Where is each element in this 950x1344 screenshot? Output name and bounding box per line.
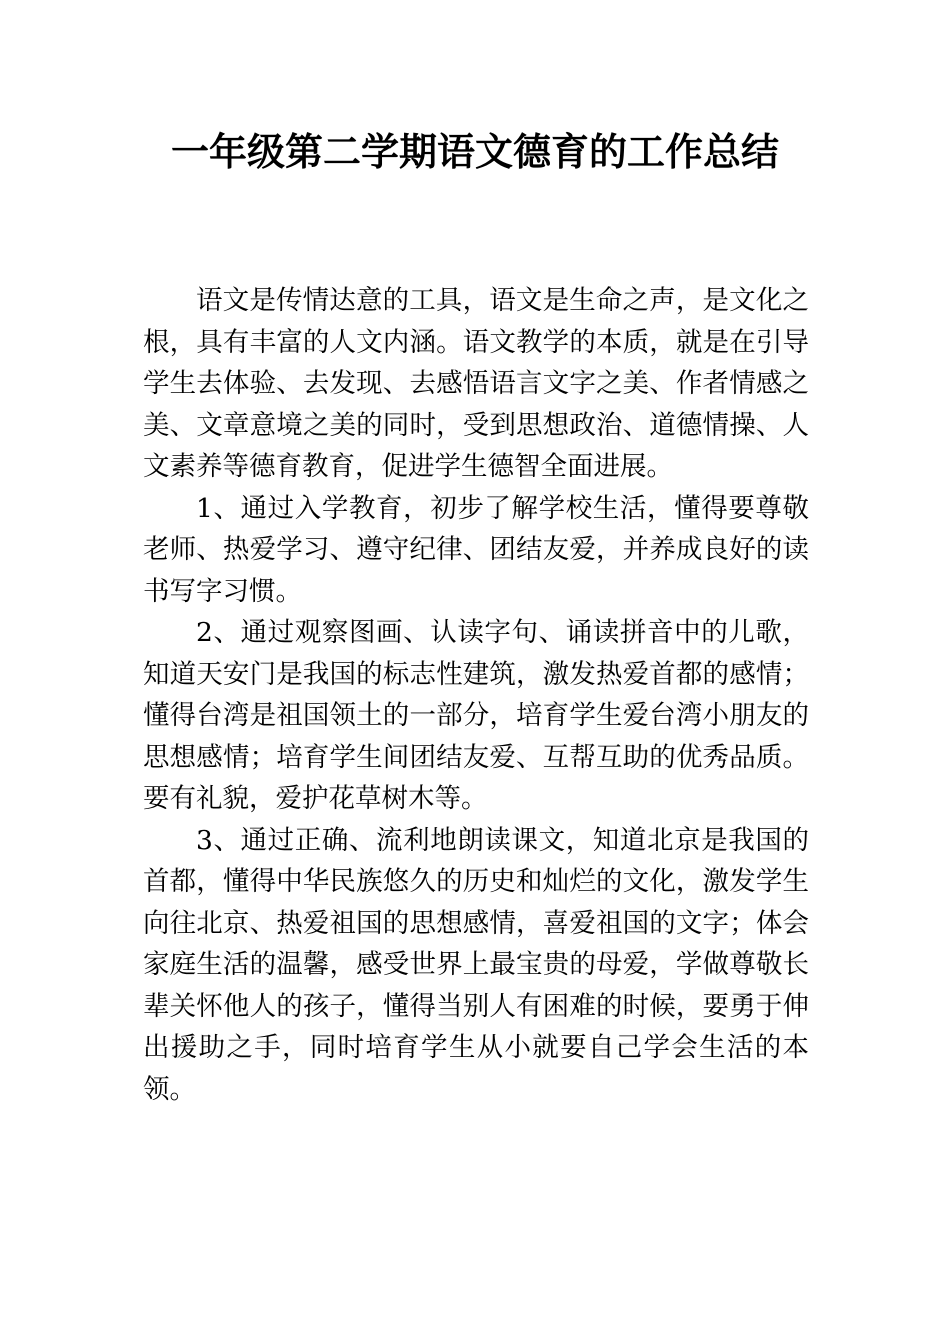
paragraph-intro: 语文是传情达意的工具，语文是生命之声，是文化之根，具有丰富的人文内涵。语文教学的本质，就是在引导学生去体验、去发现、去感悟语言文字之美、作者情感之美、文章意境之美的同时，受到思想政治、道德情操、人文素养等德育教育，促进学生德智全面进展。 [143, 285, 809, 482]
paragraph-item-1: 1、通过入学教育，初步了解学校生活，懂得要尊敬老师、热爱学习、遵守纪律、团结友爱，并养成良好的读书写字习惯。 [143, 492, 809, 607]
document-title: 一年级第二学期语文德育的工作总结 [170, 130, 779, 174]
paragraph-item-3: 3、通过正确、流利地朗读课文，知道北京是我国的首都，懂得中华民族悠久的历史和灿烂的文化，激发学生向往北京、热爱祖国的思想感情，喜爱祖国的文字；体会家庭生活的温馨，感受世界上最宝贵的母爱，学做尊敬长辈关怀他人的孩子，懂得当别人有困难的时候，要勇于伸出援助之手，同时培育学生从小就要自己学会生活的本领。 [143, 824, 809, 1105]
document-body [143, 280, 809, 1110]
paragraph-item-2: 2、通过观察图画、认读字句、诵读拼音中的儿歌，知道天安门是我国的标志性建筑，激发热爱首都的感情；懂得台湾是祖国领土的一部分，培育学生爱台湾小朋友的思想感情；培育学生间团结友爱、互帮互助的优秀品质。要有礼貌，爱护花草树木等。 [143, 617, 809, 814]
